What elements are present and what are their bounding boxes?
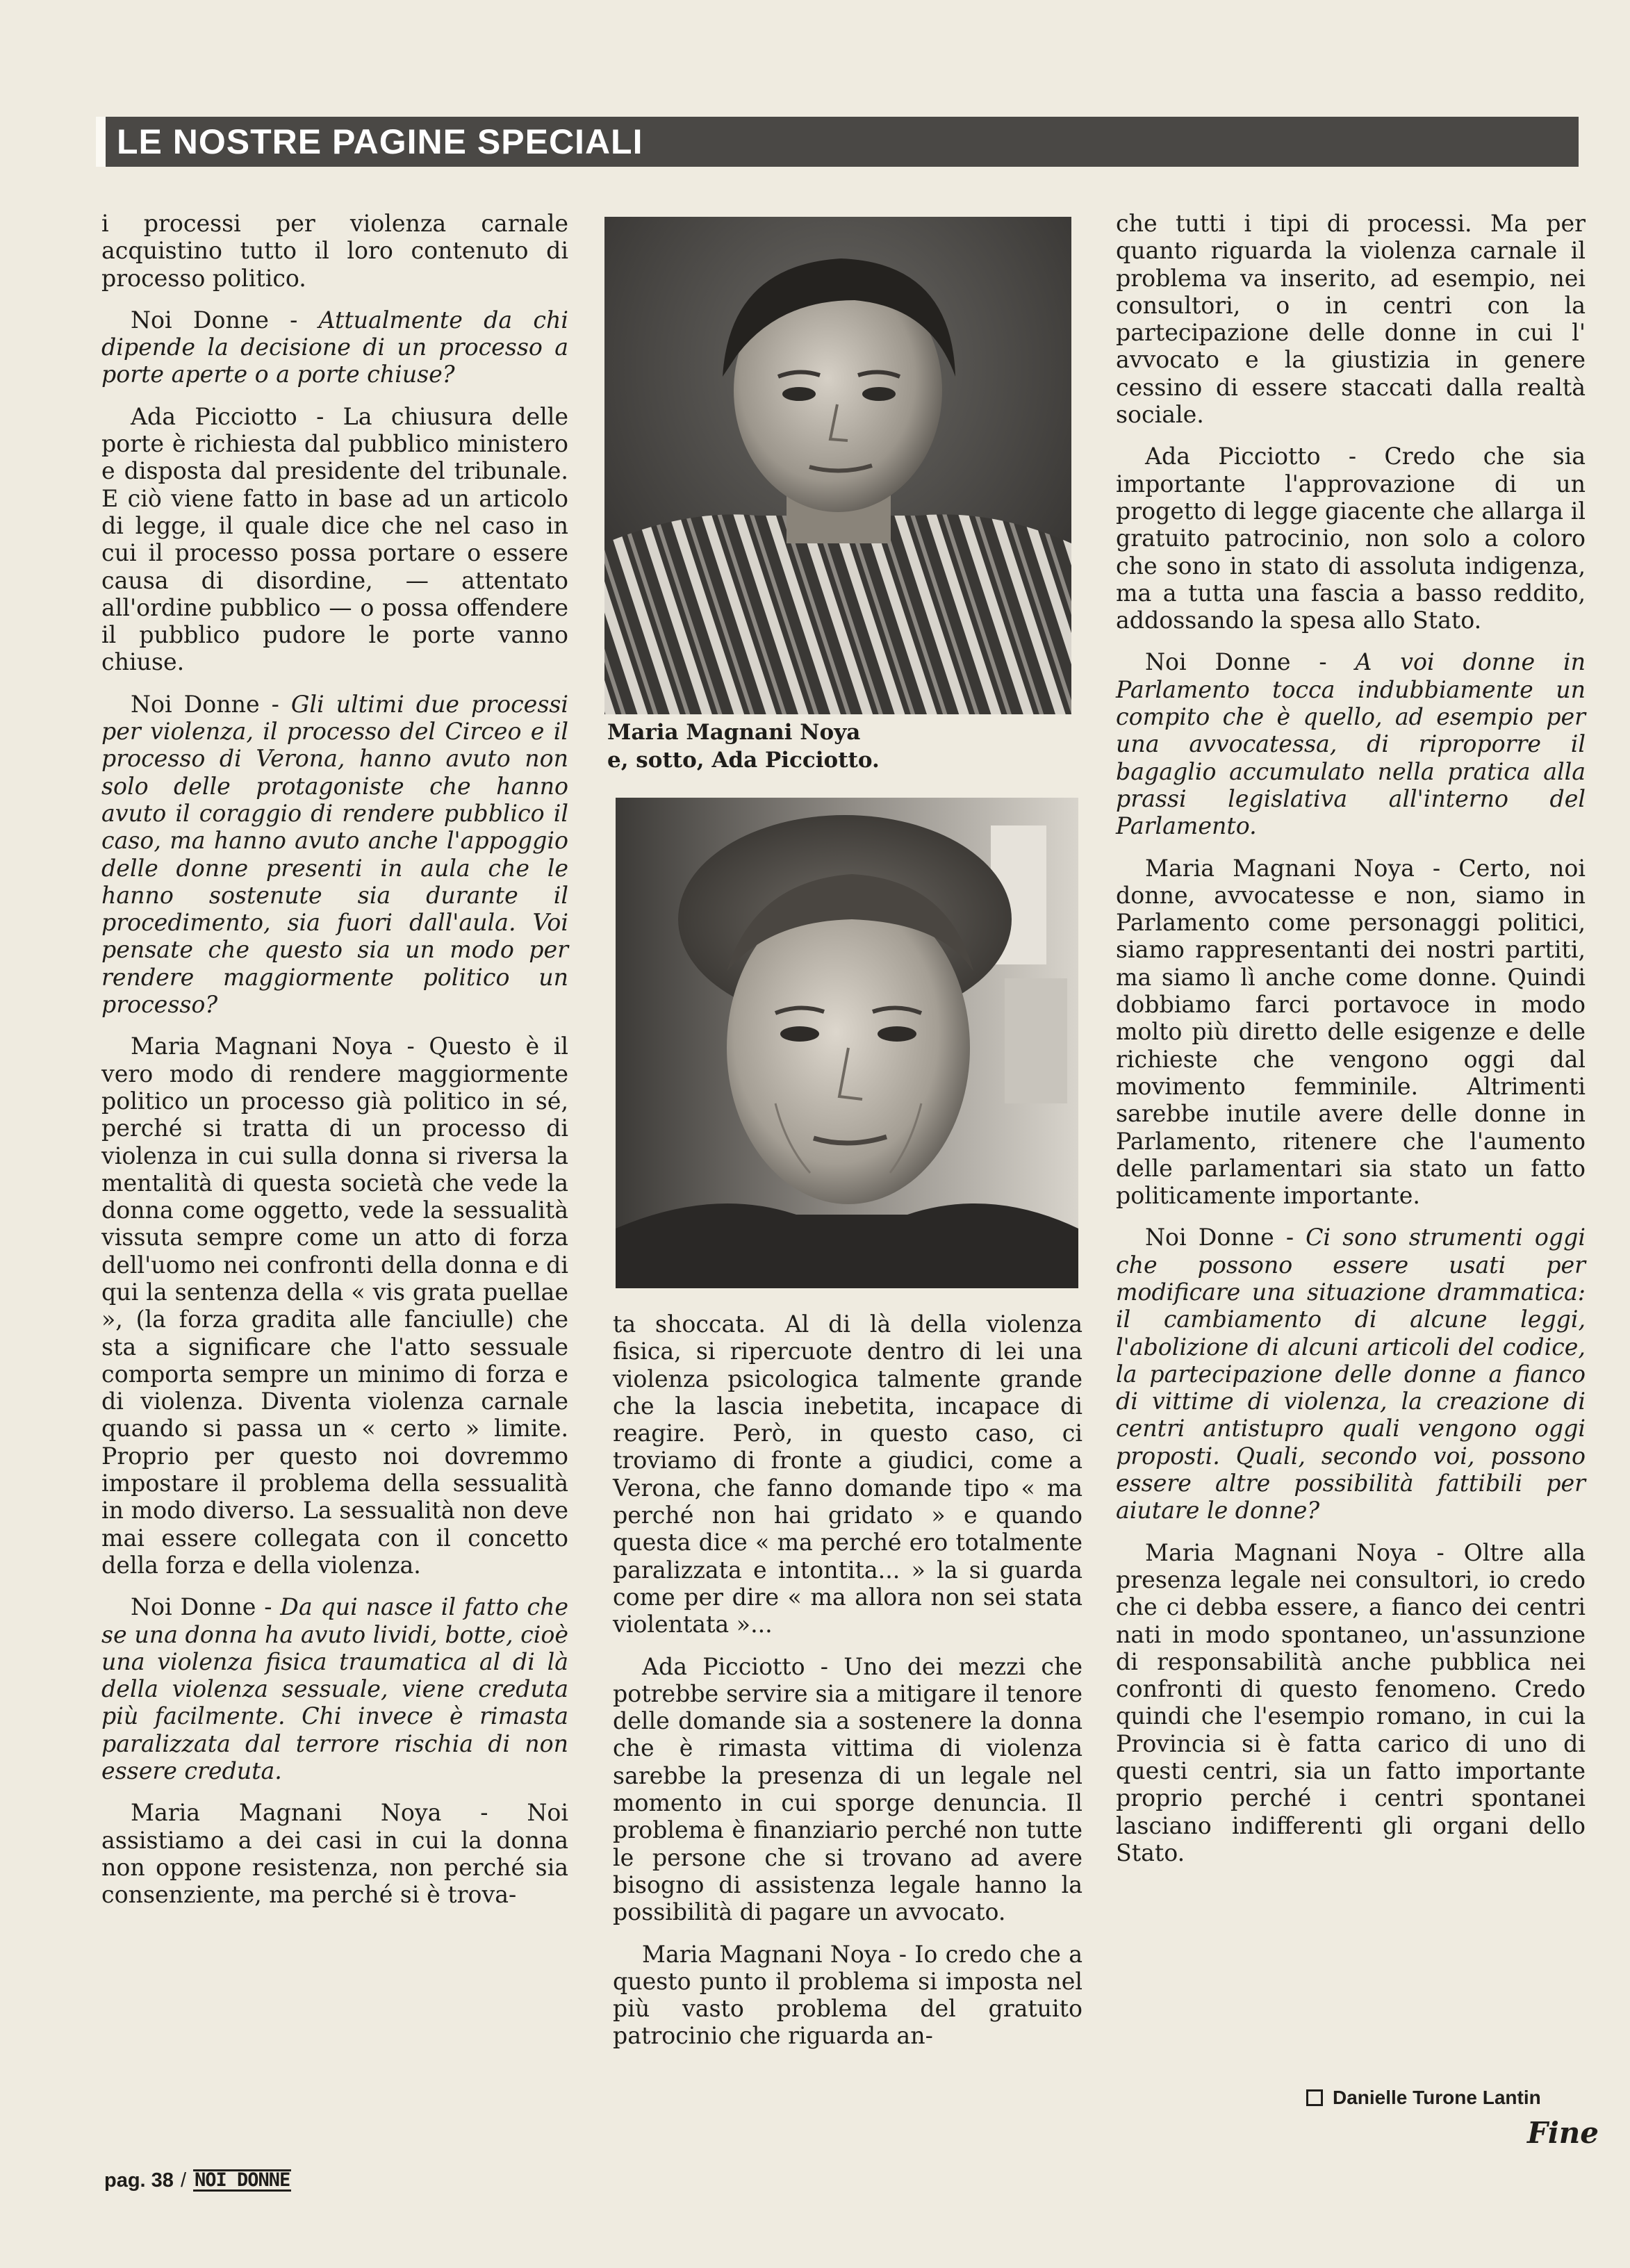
article-column-3 [1116,210,1586,1881]
speaker-label: Noi Donne - [1145,648,1356,676]
square-bullet-icon [1306,2089,1323,2106]
question-text: Ci sono strumenti oggi che possono essere usati per modificare una situazione drammatica: il cambiamento di alcune leggi, l'abolizione di alcuni articoli del codice, la partecipazione delle donne a fianco di vittime di violenza, la creazione di centri antistupro quali vengono oggi proposti. Quali, secondo voi, possono essere altre possibilità fattibili per aiutare le donne? [1116,1224,1586,1525]
photo-caption [607,718,1080,774]
answer-paragraph: Maria Magnani Noya - Io credo che a questo punto il problema si imposta nel più vasto problema del gratuito patrocinio che riguarda an- [613,1940,1082,2050]
paragraph: i processi per violenza carnale acquistino tutto il loro contenuto di processo politico. [101,210,568,292]
paragraph: che tutti i tipi di processi. Ma per quanto riguarda la violenza carnale il problema va inserito, ad esempio, nei consultori, o in centri con la partecipazione delle donne in cui l' avvocato e la giustizia in genere cessino di essere staccati dalla realtà sociale. [1116,210,1586,429]
question-paragraph [101,1593,568,1784]
answer-paragraph: Maria Magnani Noya - Questo è il vero modo di rendere maggiormente politico un processo già politico in sé, perché si tratta di un processo di violenza in cui sulla donna si riversa la mentalità di questa società che vede la donna come oggetto, vede la sessualità vissuta sempre come un atto di forza dell'uomo nei confronti della donna e di qui la sentenza della « vis grata puellae », (la forza gradita alle fanciulle) che sta a significare che l'atto sessuale comporta sempre un minimo di forza e di violenza. Diventa violenza carnale quando si passa un « certo » limite. Proprio per questo noi dovremmo impostare il problema della sessualità in modo diverso. La sessualità non deve mai essere collegata con il concetto della forza e della violenza. [101,1033,568,1579]
author-name: Danielle Turone Lantin [1333,2087,1541,2108]
question-text: A voi donne in Parlamento tocca indubbiamente un compito che è quello, ad esempio per una avvocatessa, di riproporre il bagaglio accumulato nella pratica alla prassi legislativa all'interno del Parlamento. [1116,648,1586,840]
question-paragraph [101,306,568,388]
speaker-label: Noi Donne - [131,306,319,334]
question-paragraph [1116,648,1586,839]
answer-paragraph: Maria Magnani Noya - Noi assistiamo a dei casi in cui la donna non oppone resistenza, non perché sia consenziente, ma perché si è trova- [101,1799,568,1909]
footer-separator: / [180,2169,186,2192]
portrait-photo-ada-picciotto [616,798,1078,1288]
caption-line-2: e, sotto, Ada Picciotto. [607,748,880,773]
question-text: Da qui nasce il fatto che se una donna ha avuto lividi, botte, cioè una violenza fisica traumatica al di là della violenza sessuale, viene creduta più facilmente. Chi invece è rimasta paralizzata dal terrore rischia di non essere creduta. [101,1593,568,1785]
magazine-logo: NOI DONNE [195,2169,290,2191]
answer-paragraph: Ada Picciotto - Uno dei mezzi che potrebbe servire sia a mitigare il tenore delle domande sia a sostenere la donna che è rimasta vittima di violenza sarebbe la presenza di un legale nel momento in cui sporge denuncia. Il problema è finanziario perché non tutte le persone che si trovano ad avere bisogno di assistenza legale hanno la possibilità di pagare un avvocato. [613,1652,1082,1926]
caption-line-1: Maria Magnani Noya [607,720,861,745]
end-mark: Fine [1527,2116,1599,2150]
section-title: LE NOSTRE PAGINE SPECIALI [117,122,643,161]
answer-paragraph: Maria Magnani Noya - Certo, noi donne, avvocatesse e non, siamo in Parlamento come personaggi politici, siamo rappresentanti dei nostri partiti, ma siamo lì anche come donne. Quindi dobbiamo farci portavoce in modo molto più diretto delle esigenze e delle richieste che vengono oggi dal movimento femminile. Altrimenti sarebbe inutile avere delle donne in Parlamento, ritenere che l'aumento delle parlamentari sia stato un fatto politicamente importante. [1116,854,1586,1210]
paragraph: ta shoccata. Al di là della violenza fisica, si ripercuote dentro di lei una violenza psicologica talmente grande che la lascia inebetita, incapace di reagire. Però, in questo caso, ci troviamo di fronte a giudici, come a Verona, che fanno domande tipo « ma perché non hai gridato » e quando questa dice « ma perché ero totalmente paralizzata e intontita... » la si guarda come per dire « ma allora non sei stata violentata »... [613,1310,1082,1638]
speaker-label: Noi Donne - [131,690,291,718]
speaker-label: Noi Donne - [131,1593,281,1621]
speaker-label: Noi Donne - [1145,1224,1306,1251]
answer-paragraph: Ada Picciotto - Credo che sia importante l'approvazione di un progetto di legge giacente che allarga il gratuito patrocinio, non solo a coloro che sono in stato di assoluta indigenza, ma a tutta una fascia a basso reddito, addossando la spesa allo Stato. [1116,443,1586,634]
article-column-2 [613,1310,1082,2064]
author-signature [1306,2086,1541,2110]
answer-paragraph: Ada Picciotto - La chiusura delle porte è richiesta dal pubblico ministero e disposta dal presidente del tribunale. E ciò viene fatto in base ad un articolo di legge, il quale dice che nel caso in cui il processo possa portare o essere causa di disordine, — attentato all'ordine pubblico — o possa offendere il pubblico pudore le porte vanno chiuse. [101,402,568,676]
answer-paragraph: Maria Magnani Noya - Oltre alla presenza legale nei consultori, io credo che ci debba essere, a fianco dei centri nati in modo spontaneo, un'assunzione di responsabilità anche pubblica nei confronti di questo fenomeno. Credo quindi che l'esempio romano, in cui la Provincia si è fatta carico di uno di questi centri, sia un fatto importante proprio perché i centri spontanei lasciano indifferenti gli organi dello Stato. [1116,1538,1586,1866]
article-column-1 [101,210,568,1923]
portrait-image [604,217,1071,714]
question-paragraph [1116,1224,1586,1524]
portrait-photo-maria-magnani-noya [604,217,1071,714]
question-paragraph [101,691,568,1019]
page-number: pag. 38 [104,2169,174,2192]
question-text: Gli ultimi due processi per violenza, il processo del Circeo e il processo di Verona, hanno avuto non solo delle protagoniste che hanno avuto il coraggio di rendere pubblico il caso, ma hanno avuto anche l'appoggio delle donne presenti in aula che le hanno sostenute sia durante il procedimento, sia fuori dall'aula. Voi pensate che questo sia un modo per rendere maggiormente politico un processo? [101,690,568,1019]
page-footer [104,2168,291,2193]
header-accent [96,117,106,167]
question-text: Attualmente da chi dipende la decisione di un processo a porte aperte o a porte chiuse? [101,306,568,388]
portrait-image [616,798,1078,1288]
